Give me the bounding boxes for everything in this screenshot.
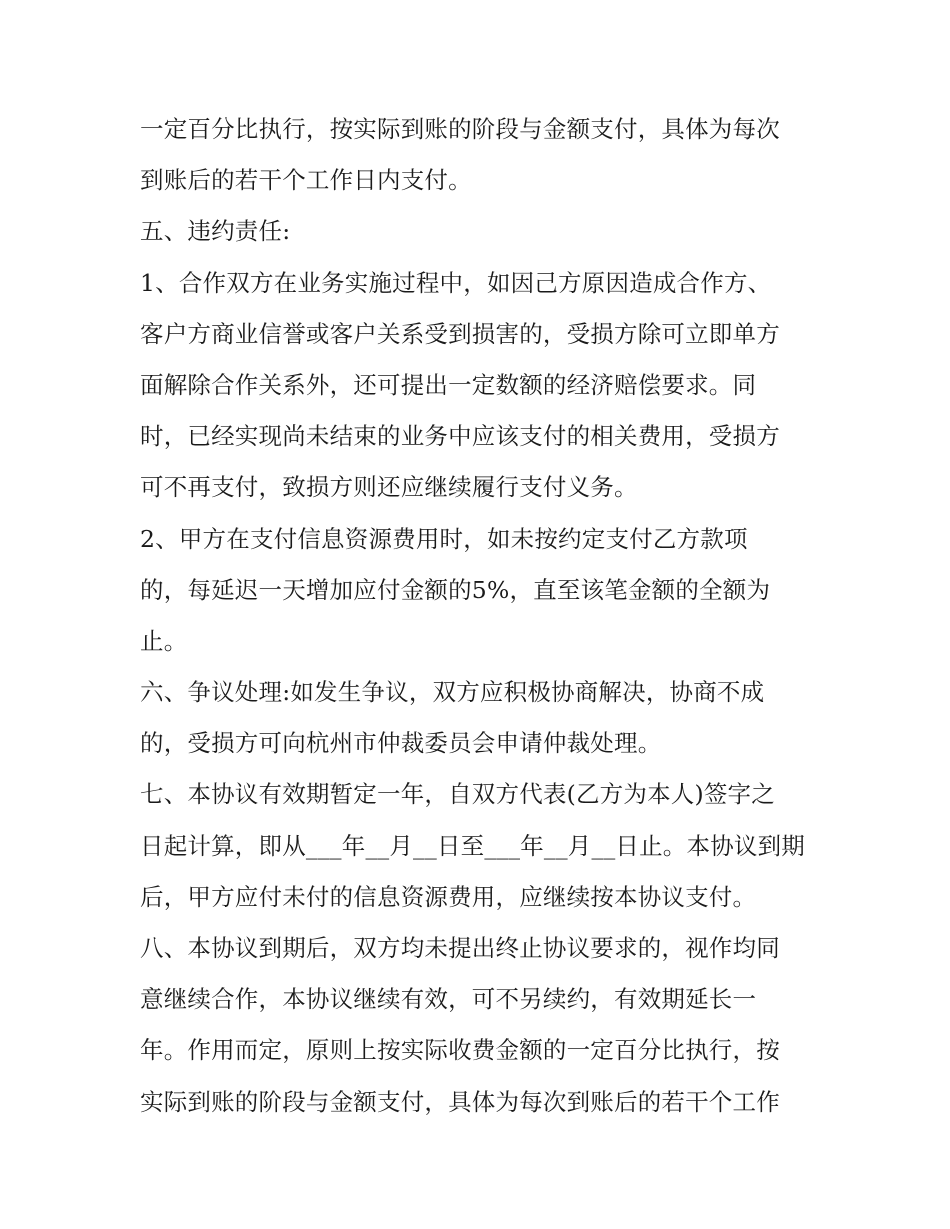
text-line: 的，每延迟一天增加应付金额的5%，直至该笔金额的全额为 bbox=[140, 575, 771, 604]
text-line: 七、本协议有效期暂定一年，自双方代表(乙方为本人)签字之 bbox=[140, 780, 775, 809]
text-line: 一定百分比执行，按实际到账的阶段与金额支付，具体为每次 bbox=[140, 115, 780, 143]
text-line: 2、甲方在支付信息资源费用时，如未按约定支付乙方款项 bbox=[140, 524, 748, 553]
text-line: 客户方商业信誉或客户关系受到损害的，受损方除可立即单方 bbox=[140, 319, 780, 348]
section-heading: 五、违约责任: bbox=[140, 217, 291, 246]
text-line: 的，受损方可向杭州市仲裁委员会申请仲裁处理。 bbox=[140, 729, 662, 758]
text-line: 止。 bbox=[140, 626, 188, 655]
text-line: 八、本协议到期后，双方均未提出终止协议要求的，视作均同 bbox=[140, 934, 780, 962]
text-line: 后，甲方应付未付的信息资源费用，应继续按本协议支付。 bbox=[140, 882, 757, 911]
text-line: 面解除合作关系外，还可提出一定数额的经济赔偿要求。同 bbox=[140, 370, 757, 399]
document-body bbox=[140, 104, 830, 1128]
text-line: 到账后的若干个工作日内支付。 bbox=[140, 166, 472, 195]
text-line: 六、争议处理:如发生争议，双方应积极协商解决，协商不成 bbox=[140, 678, 765, 707]
text-line: 实际到账的阶段与金额支付，具体为每次到账后的若干个工作 bbox=[140, 1087, 780, 1116]
text-line: 年。作用而定，原则上按实际收费金额的一定百分比执行，按 bbox=[140, 1036, 780, 1065]
text-line: 可不再支付，致损方则还应继续履行支付义务。 bbox=[140, 473, 638, 502]
text-line: 时，已经实现尚未结束的业务中应该支付的相关费用，受损方 bbox=[140, 422, 780, 451]
text-line: 意继续合作，本协议继续有效，可不另续约，有效期延长一 bbox=[140, 985, 757, 1014]
text-line: 日起计算，即从___年__月__日至___年__月__日止。本协议到期 bbox=[140, 831, 805, 860]
text-line: 1、合作双方在业务实施过程中，如因己方原因造成合作方、 bbox=[140, 268, 772, 297]
